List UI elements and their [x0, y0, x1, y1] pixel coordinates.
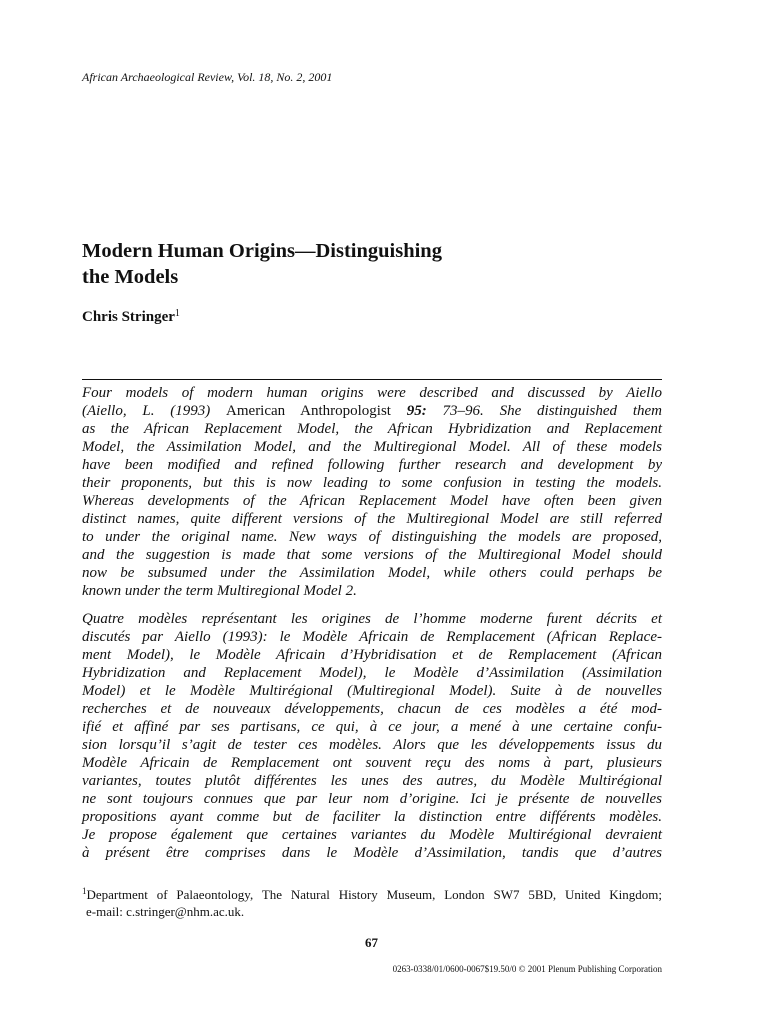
abstract-line: have been modified and refined following further research and development by	[82, 457, 662, 473]
abstract-line: to under the original name. New ways of distinguishing the models are proposed,	[82, 529, 662, 545]
resume-line: Model) et le Modèle Multirégional (Multiregional Model). Suite à de nouvelles	[82, 683, 662, 699]
journal-name: American Anthropologist	[226, 403, 391, 419]
abstract-line: Whereas developments of the African Replacement Model have often been given	[82, 493, 662, 509]
author-text: Chris Stringer	[82, 309, 175, 325]
citation-text: (Aiello, L. (1993)	[82, 403, 227, 419]
abstract-line: and the suggestion is made that some versions of the Multiregional Model should	[82, 547, 662, 563]
resume-line: variantes, toutes plutôt différentes les unes des autres, du Modèle Multirégional	[82, 773, 662, 789]
abstract-line: now be subsumed under the Assimilation Model, while others could perhaps be	[82, 565, 662, 581]
title-line: the Models	[82, 266, 179, 288]
footnote-text: Department of Palaeontology, The Natural History Museum, London SW7 5BD, United Kingdom;	[86, 887, 662, 902]
abstract-line: Four models of modern human origins were described and discussed by Aiello	[82, 385, 662, 401]
copyright-line: 0263-0338/01/0600-0067$19.50/0 © 2001 Plenum Publishing Corporation	[392, 964, 662, 974]
abstract-french	[82, 610, 662, 862]
resume-line: Je propose également que certaines variantes du Modèle Multirégional devraient	[82, 827, 662, 843]
abstract	[82, 384, 662, 862]
footnote-line	[82, 883, 662, 903]
paragraph-gap	[82, 600, 662, 610]
title-line: Modern Human Origins—Distinguishing	[82, 240, 442, 262]
abstract-line: distinct names, quite different versions of the Multiregional Model are still referred	[82, 511, 662, 527]
page-number: 67	[365, 935, 378, 950]
resume-line: sion lorsqu’il s’agit de tester ces modèles. Alors que les développements issus du	[82, 737, 662, 753]
resume-line: propositions ayant comme but de faciliter la distinction entre différents modèles.	[82, 809, 662, 825]
resume-line: ne sont toujours connues que par leur nom d’origine. Ici je présente de nouvelles	[82, 791, 662, 807]
footnote-line: e-mail: c.stringer@nhm.ac.uk.	[86, 904, 245, 919]
abstract-english	[82, 384, 662, 600]
author-name	[82, 308, 180, 326]
resume-line: Quatre modèles représentant les origines de l’homme moderne furent décrits et	[82, 611, 662, 627]
article-title	[82, 238, 442, 290]
abstract-line: as the African Replacement Model, the African Hybridization and Replacement	[82, 421, 662, 437]
space	[391, 403, 407, 419]
resume-line: Hybridization and Replacement Model), le Modèle d’Assimilation (Assimilation	[82, 665, 662, 681]
abstract-line: known under the term Multiregional Model 2.	[82, 583, 357, 599]
footnote-mark: 1	[82, 886, 87, 896]
resume-line: à présent être comprises dans le Modèle d’Assimilation, tandis que d’autres	[82, 845, 662, 861]
abstract-divider	[82, 379, 662, 380]
resume-line: Modèle Africain de Remplacement ont souvent reçu des noms à part, plusieurs	[82, 755, 662, 771]
abstract-line: their proponents, but this is now leading to some confusion in testing the models.	[82, 475, 662, 491]
resume-line: ifié et affiné par ses partisans, ce qui, à ce jour, a mené à une certaine confu-	[82, 719, 662, 735]
resume-line: recherches et de nouveaux développements, chacun de ces modèles a été mod-	[82, 701, 662, 717]
journal-citation: African Archaeological Review, Vol. 18, No. 2, 2001	[82, 70, 333, 84]
abstract-line	[82, 402, 662, 420]
citation-pages-text: 73–96. She distinguished them	[426, 403, 662, 419]
resume-line: ment Model), le Modèle Africain d’Hybridisation et de Remplacement (African	[82, 647, 662, 663]
volume-number: 95:	[406, 403, 427, 419]
abstract-line: Model, the Assimilation Model, and the Multiregional Model. All of these models	[82, 439, 662, 455]
resume-line: discutés par Aiello (1993): le Modèle Africain de Remplacement (African Replace-	[82, 629, 662, 645]
author-footnote-mark: 1	[174, 308, 180, 319]
author-affiliation-footnote	[82, 883, 662, 920]
